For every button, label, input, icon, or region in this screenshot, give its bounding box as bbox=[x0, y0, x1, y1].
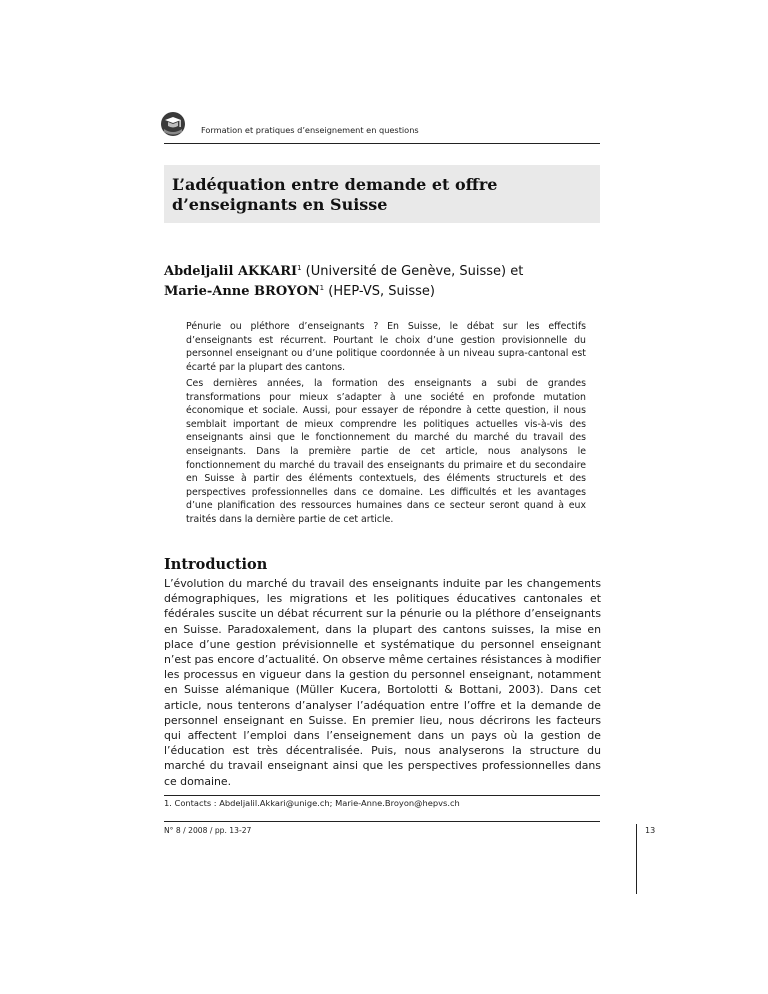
abstract-paragraph: Ces dernières années, la formation des enseignants a subi de grandes transformations pour mieux s’adapter à une société en profonde mutation économique et sociale. Aussi, pour essayer de répondre à cette question, il nous semblait important de mieux comprendre les politiques actuelles vis-à-vis des enseignants ainsi que le fonctionnement du marché du marché du travail des enseignants. Dans la première partie de cet article, nous analysons le fonctionnement du marché du travail des enseignants du primaire et du secondaire en Suisse à partir des éléments contextuels, des éléments structurels et des perspectives professionnelles dans ce domaine. Les difficultés et les avantages d’une planification des ressources humaines dans ce secteur seront quand à eux traités dans la dernière partie de cet article. bbox=[186, 378, 586, 525]
footnote-mark: 1 bbox=[297, 264, 302, 272]
author-name: Marie-Anne BROYON bbox=[164, 284, 320, 299]
author-line bbox=[164, 282, 604, 302]
footnote: 1. Contacts : Abdeljalil.Akkari@unige.ch; Marie-Anne.Broyon@hepvs.ch bbox=[164, 798, 460, 808]
page-number-divider bbox=[636, 824, 637, 894]
intro-paragraph: L’évolution du marché du travail des enseignants induite par les changements démographiques, les migrations et les politiques éducatives cantonales et fédérales suscite un débat récurrent sur la pénurie ou la pléthore d’enseignants en Suisse. Paradoxalement, dans la plupart des cantons suisses, la mise en place d’une gestion prévisionnelle et systématique du personnel enseignant n’est pas encore d’actualité. On observe même certaines résistances à modifier les processus en vigueur dans la gestion du personnel enseignant, notamment en Suisse alémanique (Müller Kucera, Bortolotti & Bottani, 2003). Dans cet article, nous tenterons d’analyser l’adéquation entre l’offre et la demande de personnel enseignant en Suisse. En premier lieu, nous décrirons les facteurs qui affectent l’emploi dans l’enseignement dans un pays où la gestion de l’éducation est très décentralisée. Puis, nous analyserons la structure du marché du travail enseignant ainsi que les perspectives professionnelles dans ce domaine. bbox=[164, 577, 601, 788]
author-affiliation: (Université de Genève, Suisse) et bbox=[301, 264, 524, 279]
issue-reference: N° 8 / 2008 / pp. 13-27 bbox=[164, 826, 252, 835]
running-title: Formation et pratiques d’enseignement en questions bbox=[201, 125, 419, 135]
author-affiliation: (HEP-VS, Suisse) bbox=[324, 284, 435, 299]
author-name: Abdeljalil AKKARI bbox=[164, 264, 298, 279]
article-title: L’adéquation entre demande et offre d’enseignants en Suisse bbox=[172, 175, 498, 214]
section-heading: Introduction bbox=[164, 556, 268, 573]
journal-logo-icon bbox=[160, 111, 186, 137]
footnote-rule bbox=[164, 795, 600, 796]
author-line bbox=[164, 262, 604, 282]
header-rule bbox=[164, 143, 600, 144]
footnote-mark: 1 bbox=[319, 284, 325, 292]
page-number: 13 bbox=[645, 826, 656, 835]
author-list bbox=[164, 262, 604, 302]
abstract-paragraph: Pénurie ou pléthore d’enseignants ? En Suisse, le débat sur les effectifs d’enseignants est récurrent. Pourtant le choix d’une gestion provisionnelle du personnel enseignant ou d’une politique coordonnée à un niveau supra-cantonal est écarté par la plupart des cantons. bbox=[186, 321, 586, 373]
footer-rule bbox=[164, 821, 600, 822]
